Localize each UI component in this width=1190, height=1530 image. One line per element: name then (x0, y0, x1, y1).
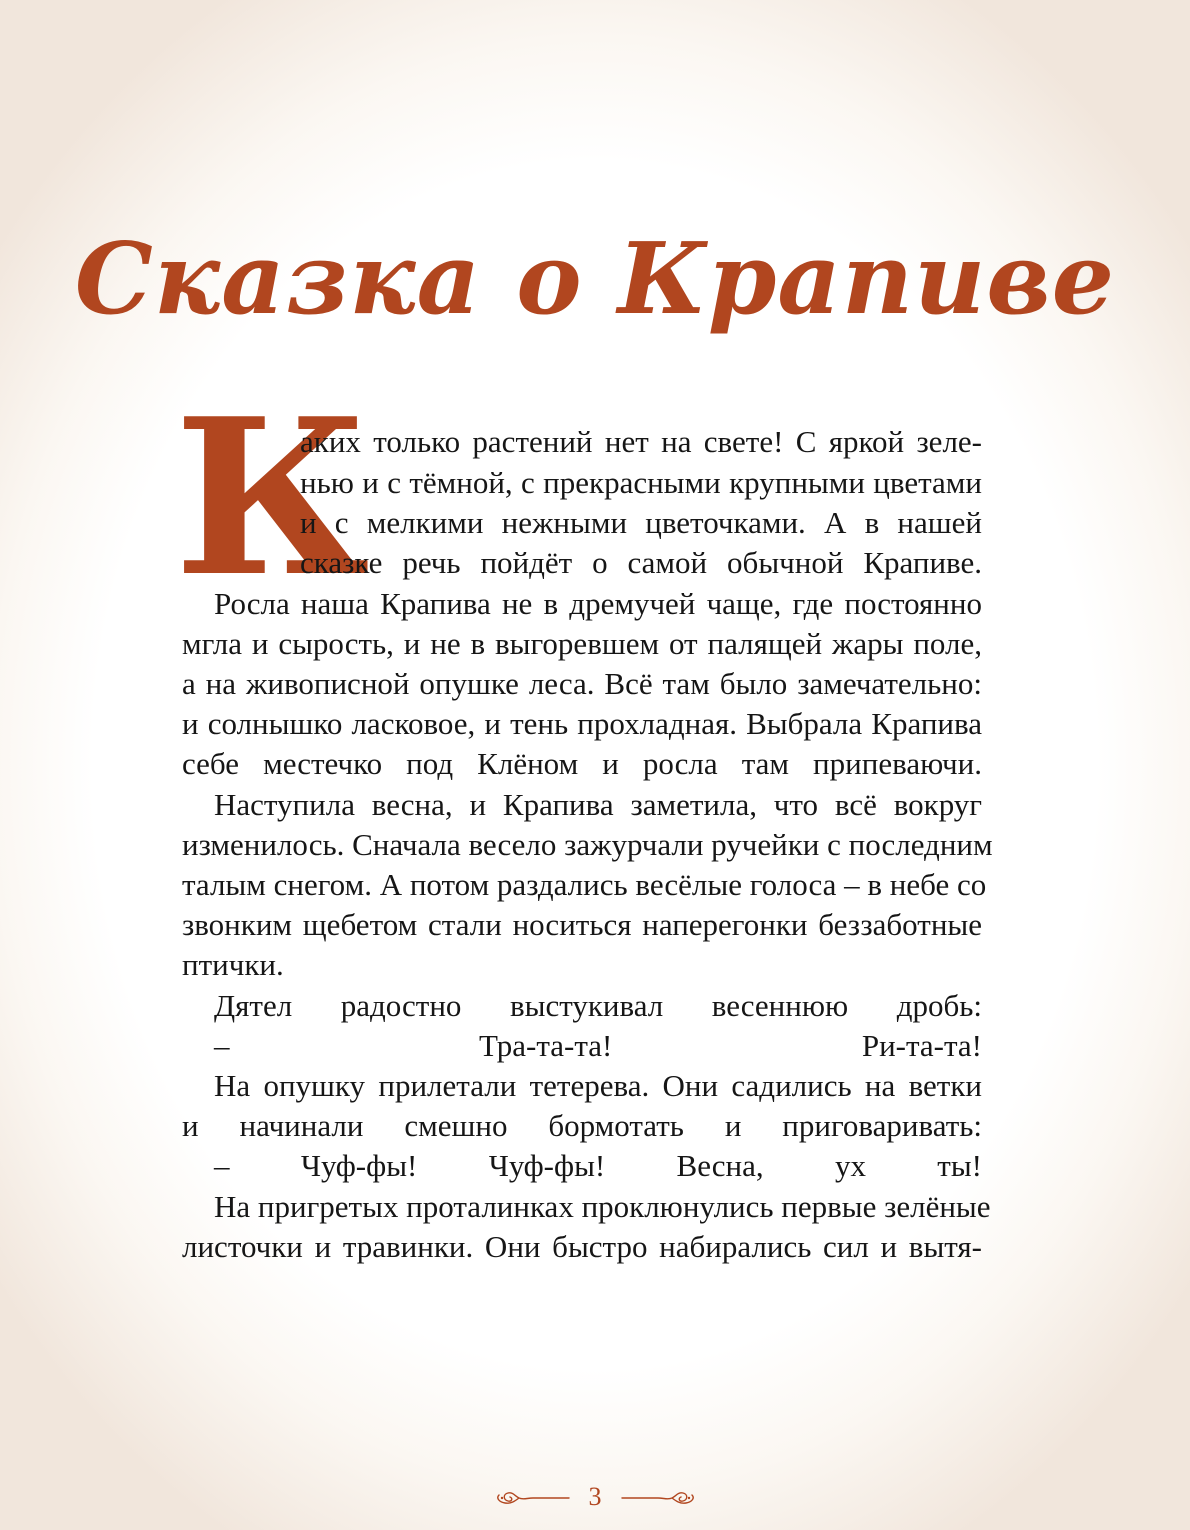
text-line: птички. (182, 947, 284, 982)
page-number: 3 (588, 1482, 602, 1511)
text-line: мгла и сырость, и не в выгоревшем от палящей жары поле, (182, 626, 982, 661)
page-footer (0, 1482, 1190, 1512)
story-title: Сказка о Крапиве (74, 222, 1116, 337)
text-line: а на живописной опушке леса. Всё там было замечательно: (182, 666, 982, 701)
text-line: звонким щебетом стали носиться наперегонки беззаботные (182, 907, 982, 942)
text-line: Дятел радостно выстукивал весеннюю дробь: (214, 988, 982, 1023)
text-line: талым снегом. А потом раздались весёлые голоса – в небе со (182, 867, 987, 902)
text-line: На пригретых проталинках проклюнулись первые зелёные (214, 1189, 991, 1224)
text-line: нью и с тёмной, с прекрасными крупными цветами (300, 465, 982, 500)
text-line: Наступила весна, и Крапива заметила, что всё вокруг (214, 787, 982, 822)
text-line: – Чуф-фы! Чуф-фы! Весна, ух ты! (214, 1148, 982, 1183)
text-line: и солнышко ласковое, и тень прохладная. Выбрала Крапива (182, 706, 982, 741)
text-line: – Тра-та-та! Ри-та-та! (214, 1028, 982, 1063)
text-line: изменилось. Сначала весело зажурчали ручейки с последним (182, 827, 993, 862)
flourish-left-icon (493, 1486, 571, 1508)
text-line: сказке речь пойдёт о самой обычной Крапиве. (300, 545, 982, 580)
drop-cap-letter: К (174, 371, 370, 624)
text-line: На опушку прилетали тетерева. Они садились на ветки (214, 1068, 982, 1103)
text-line: и начинали смешно бормотать и приговаривать: (182, 1108, 982, 1143)
text-line: аких только растений нет на свете! С яркой зеле- (300, 424, 982, 459)
text-line: и с мелкими нежными цветочками. А в нашей (300, 505, 982, 540)
flourish-right-icon (620, 1486, 698, 1508)
text-line: листочки и травинки. Они быстро набирались сил и вытя- (182, 1229, 982, 1264)
text-line: себе местечко под Клёном и росла там припеваючи. (182, 746, 982, 781)
text-line: Росла наша Крапива не в дремучей чаще, где постоянно (214, 586, 982, 621)
